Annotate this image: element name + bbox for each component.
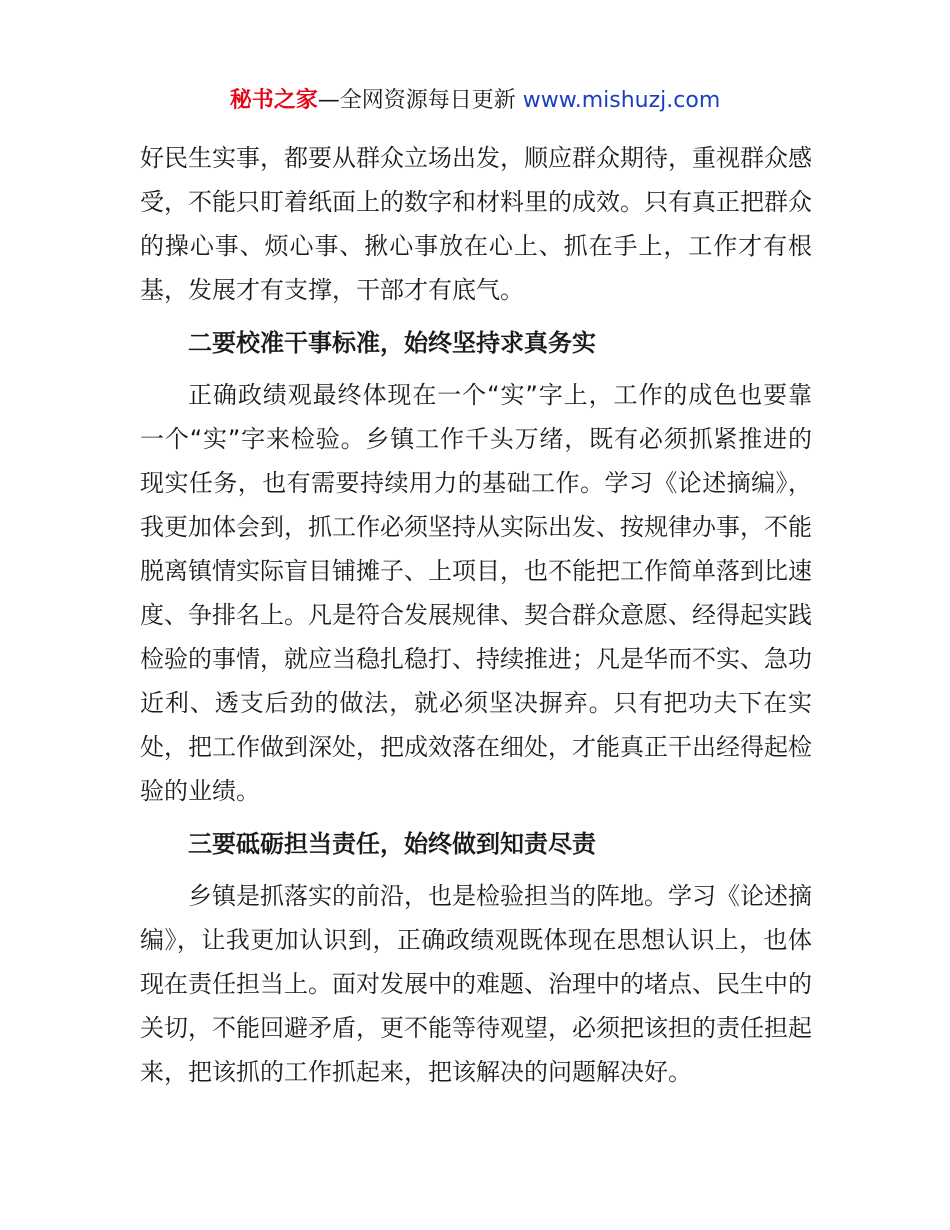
paragraph-1: 好民生实事，都要从群众立场出发，顺应群众期待，重视群众感受，不能只盯着纸面上的数字和材料里的成效。只有真正把群众的操心事、烦心事、揪心事放在心上、抓在手上，工作才有根基，发展才有支撑，干部才有底气。 — [140, 144, 812, 304]
paragraph-2: 正确政绩观最终体现在一个“实”字上，工作的成色也要靠一个“实”字来检验。乡镇工作千头万绪，既有必须抓紧推进的现实任务，也有需要持续用力的基础工作。学习《论述摘编》，我更加体会到，抓工作必须坚持从实际出发、按规律办事，不能脱离镇情实际盲目铺摊子、上项目，也不能把工作简单落到比速度、争排名上。凡是符合发展规律、契合群众意愿、经得起实践检验的事情，就应当稳扎稳打、持续推进；凡是华而不实、急功近利、透支后劲的做法，就必须坚决摒弃。只有把功夫下在实处，把工作做到深处，把成效落在细处，才能真正干出经得起检验的业绩。 — [140, 381, 812, 805]
brand-name: 秘书之家 — [229, 88, 318, 113]
section-heading-3: 三要砥砺担当责任，始终做到知责尽责 — [188, 830, 596, 858]
document-body — [140, 136, 812, 1094]
section-heading-2: 二要校准干事标准，始终坚持求真务实 — [188, 329, 596, 357]
page-header — [0, 86, 950, 116]
header-tagline: —全网资源每日更新 — [317, 88, 523, 113]
paragraph-3: 乡镇是抓落实的前沿，也是检验担当的阵地。学习《论述摘编》，让我更加认识到，正确政绩观既体现在思想认识上，也体现在责任担当上。面对发展中的难题、治理中的堵点、民生中的关切，不能回避矛盾，更不能等待观望，必须把该担的责任担起来，把该抓的工作抓起来，把该解决的问题解决好。 — [140, 882, 812, 1086]
website-link[interactable]: www.mishuzj.com — [522, 88, 721, 113]
